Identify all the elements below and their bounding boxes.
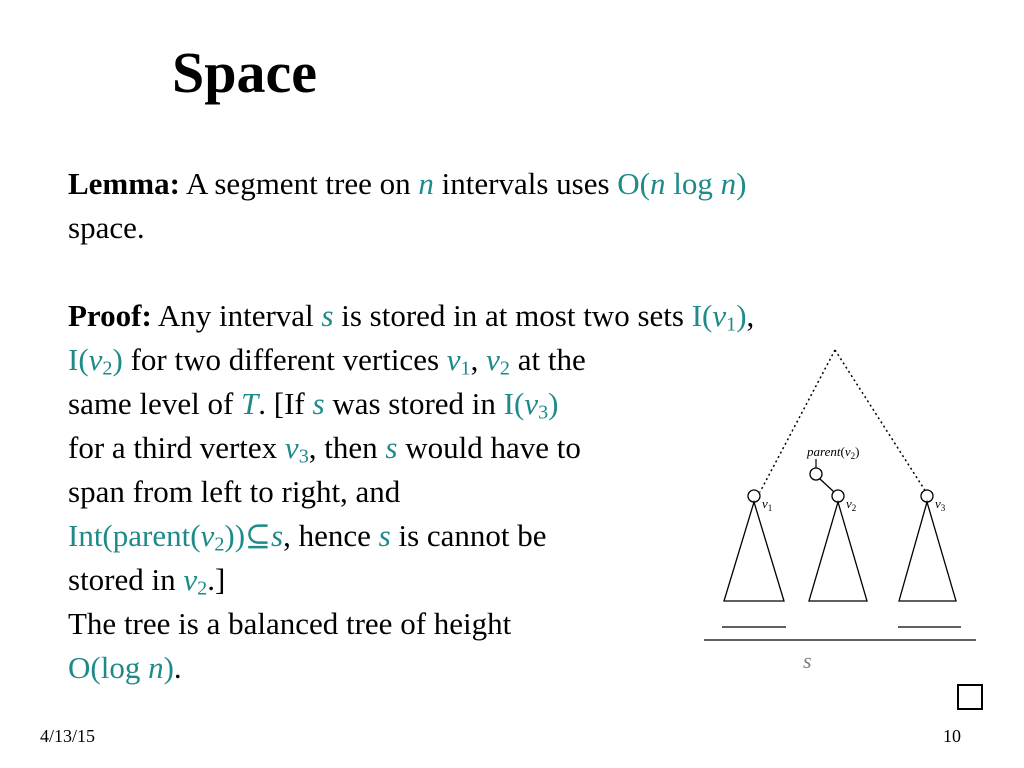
lemma-label: Lemma: xyxy=(68,166,180,201)
lemma-line-2: space. xyxy=(68,210,145,245)
parent-label: $parent(v_2)$ xyxy=(807,444,860,461)
complexity: log xyxy=(665,166,721,201)
proof-text: . xyxy=(173,650,182,685)
parent-edge xyxy=(820,479,834,492)
var-s: s xyxy=(321,298,334,333)
proof-line-8: The tree is a balanced tree of height xyxy=(68,606,512,641)
var-v: v xyxy=(524,386,539,421)
proof-text: .] xyxy=(207,562,226,597)
subset-symbol: ⊆ xyxy=(245,518,272,553)
var-T: T xyxy=(241,386,259,421)
var-s: s xyxy=(385,430,398,465)
set-I: I( xyxy=(691,298,713,333)
var-v: v xyxy=(446,342,461,377)
var-s: s xyxy=(312,386,325,421)
proof-text: was stored in xyxy=(324,386,504,421)
proof-text: is cannot be xyxy=(390,518,547,553)
var-v: v xyxy=(183,562,198,597)
var-n: n xyxy=(418,166,434,201)
parent-node xyxy=(810,468,822,480)
proof-line-5: span from left to right, and xyxy=(68,474,401,509)
var-n: n xyxy=(720,166,737,201)
complexity: ) xyxy=(163,650,174,685)
label-v3: $v_3$ xyxy=(935,496,946,513)
proof-text: , xyxy=(470,342,487,377)
qed-box xyxy=(957,684,983,710)
dotted-edge-left xyxy=(760,350,835,492)
interval-s-label: s xyxy=(803,648,812,673)
var-v: v xyxy=(88,342,103,377)
set-I: ) xyxy=(112,342,123,377)
subtree-v2 xyxy=(809,502,867,601)
proof-text: . [If xyxy=(258,386,313,421)
label-v1: $v_1$ xyxy=(762,496,773,513)
subtree-v3 xyxy=(899,502,956,601)
subscript: 1 xyxy=(460,357,471,380)
subscript: 2 xyxy=(499,357,510,380)
set-I: ) xyxy=(736,298,747,333)
proof-text: , hence xyxy=(283,518,379,553)
complexity: O(log xyxy=(68,650,149,685)
proof-text: for two different vertices xyxy=(122,342,447,377)
page-title: Space xyxy=(172,40,317,105)
proof-text: , then xyxy=(308,430,386,465)
proof-text: would have to xyxy=(397,430,581,465)
var-v: v xyxy=(486,342,500,377)
var-v: v xyxy=(284,430,299,465)
var-s: s xyxy=(271,518,284,553)
subscript: 3 xyxy=(538,401,549,424)
subscript: 3 xyxy=(298,445,309,468)
proof-text: stored in xyxy=(68,562,184,597)
var-n: n xyxy=(148,650,164,685)
proof-label: Proof: xyxy=(68,298,152,333)
page-number: 10 xyxy=(943,726,961,746)
subtree-v1 xyxy=(724,502,784,601)
complexity: O( xyxy=(617,166,650,201)
var-s: s xyxy=(378,518,391,553)
proof-text: at the xyxy=(509,342,586,377)
proof-text: Any interval xyxy=(151,298,322,333)
footer-date: 4/13/15 xyxy=(40,726,96,746)
dotted-edge-right xyxy=(835,350,926,492)
proof-text: for a third vertex xyxy=(68,430,285,465)
int-parent: )) xyxy=(224,518,246,553)
set-I: I( xyxy=(68,342,89,377)
var-v: v xyxy=(712,298,727,333)
complexity: ) xyxy=(736,166,747,201)
lemma-text: intervals uses xyxy=(433,166,618,201)
var-n: n xyxy=(650,166,666,201)
subscript: 2 xyxy=(102,357,113,380)
lemma-text: A segment tree on xyxy=(179,166,419,201)
set-I: I( xyxy=(503,386,525,421)
subscript: 1 xyxy=(726,313,737,336)
subscript: 2 xyxy=(197,577,208,600)
label-v2: $v_2$ xyxy=(846,496,857,513)
proof-text: is stored in at most two sets xyxy=(333,298,692,333)
proof-text: same level of xyxy=(68,386,242,421)
var-v: v xyxy=(200,518,215,553)
int-parent: Int(parent( xyxy=(68,518,201,553)
set-I: ) xyxy=(548,386,559,421)
subscript: 2 xyxy=(214,533,225,556)
proof-text: , xyxy=(746,298,755,333)
